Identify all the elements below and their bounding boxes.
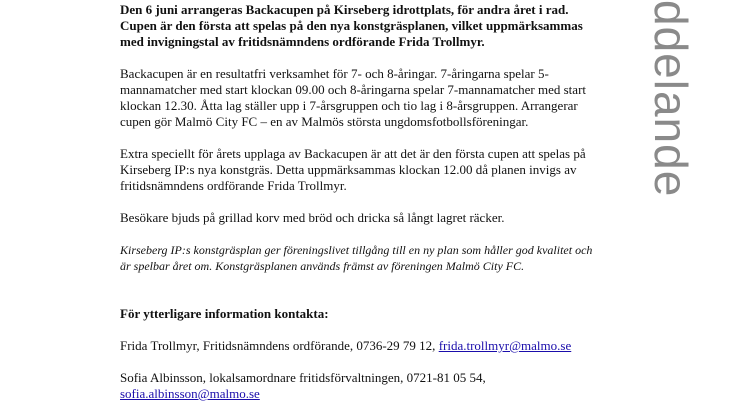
email-link-frida[interactable]: frida.trollmyr@malmo.se (438, 338, 572, 353)
email-link-sofia[interactable]: sofia.albinsson@malmo.se (120, 386, 260, 401)
italic-note: Kirseberg IP:s konstgräsplan ger föreningslivet tillgång till en ny plan som håller god kvalitet och är spelbar året om. Konstgräsplanen används främst av föreningen Malmö City FC. (120, 243, 593, 273)
side-label-vertical: ddelande (645, 0, 697, 198)
press-release-body (120, 2, 600, 402)
body-paragraph-refreshments: Besökare bjuds på grillad korv med bröd och dricka så långt lagret räcker. (120, 210, 505, 225)
contact-heading: För ytterligare information kontakta: (120, 306, 329, 321)
body-paragraph-schedule: Backacupen är en resultatfri verksamhet för 7- och 8-åringar. 7-åringarna spelar 5-mannamatcher med start klockan 09.00 och 8-åringarna spelar 7-mannamatcher med start klockan 12.30. Åtta lag ställer upp i 7-årsgruppen och tio lag i 8-årsgruppen. Arrangerar cupen gör Malmö City FC – en av Malmös största ungdomsfotbollsföreningar. (120, 66, 587, 129)
contact-line-frida (120, 338, 600, 354)
body-paragraph-inauguration: Extra speciellt för årets upplaga av Backacupen är att det är den första cupen att spelas på Kirseberg IP:s nya konstgräs. Detta uppmärksammas klockan 12.00 då planen invigs av fritidsnämndens ordförande Frida Trollmyr. (120, 146, 586, 193)
contact-text-sofia: Sofia Albinsson, lokalsamordnare fritidsförvaltningen, 0721-81 05 54, (120, 370, 486, 385)
contact-line-sofia (120, 370, 600, 402)
contact-text-frida: Frida Trollmyr, Fritidsnämndens ordförande, 0736-29 79 12, (120, 338, 439, 353)
lead-paragraph: Den 6 juni arrangeras Backacupen på Kirseberg idrottplats, för andra året i rad. Cupen är den första att spelas på den nya konstgräsplanen, vilket uppmärksammas med invigningstal av fritidsnämndens ordförande Frida Trollmyr. (120, 2, 583, 49)
